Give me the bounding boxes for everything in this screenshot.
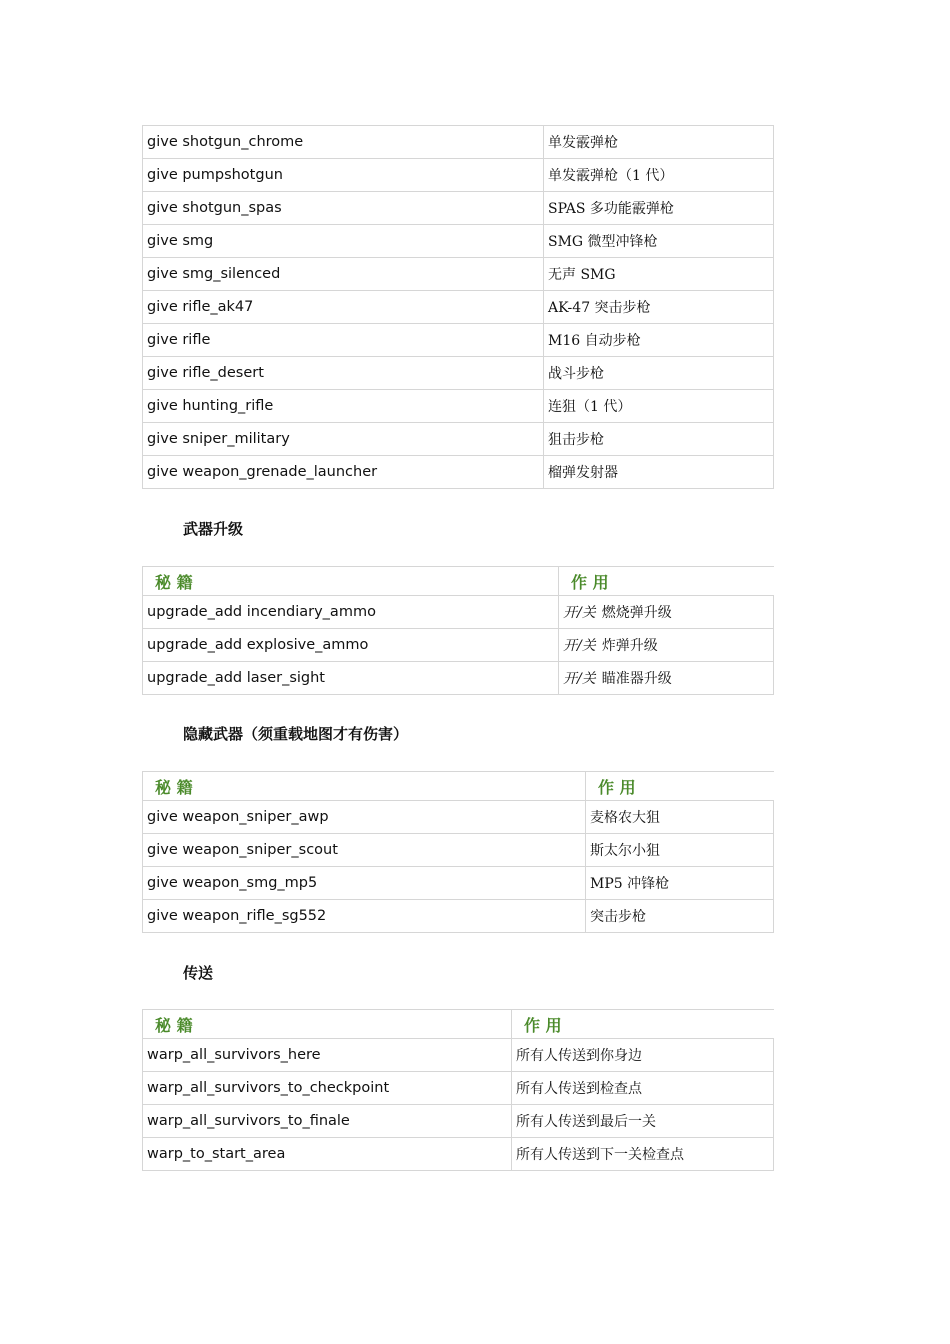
cheat-command: give smg <box>143 225 544 258</box>
effect-text: MP5 冲锋枪 <box>590 876 670 892</box>
effect-text: SPAS 多功能霰弹枪 <box>548 201 674 217</box>
table-row <box>143 662 774 695</box>
cheat-effect <box>512 1039 774 1072</box>
cheat-effect <box>586 801 774 834</box>
table-row <box>143 192 774 225</box>
effect-text: M16 自动步枪 <box>548 333 641 349</box>
hidden-header-row <box>143 772 774 801</box>
teleport-table <box>142 1009 774 1171</box>
table-row <box>143 291 774 324</box>
cheat-command: give shotgun_chrome <box>143 126 544 159</box>
cheat-effect <box>586 834 774 867</box>
effect-text: 榴弹发射器 <box>548 465 618 481</box>
toggle-label: 开/关 <box>563 671 596 687</box>
cheat-command: give weapon_smg_mp5 <box>143 867 586 900</box>
effect-text: 瞄准器升级 <box>601 671 672 687</box>
cheat-command: warp_all_survivors_to_checkpoint <box>143 1072 512 1105</box>
cheat-effect <box>544 291 774 324</box>
cheat-effect <box>544 357 774 390</box>
cheat-command: upgrade_add laser_sight <box>143 662 559 695</box>
table-row <box>143 900 774 933</box>
cheat-command: give rifle_desert <box>143 357 544 390</box>
hidden-weapons-table <box>142 771 774 933</box>
effect-text: 所有人传送到检查点 <box>516 1081 642 1097</box>
cheat-effect <box>544 159 774 192</box>
effect-text: 所有人传送到最后一关 <box>516 1114 656 1130</box>
upgrades-header-row <box>143 567 774 596</box>
table-row <box>143 1105 774 1138</box>
column-header-effect: 作 用 <box>559 567 774 596</box>
toggle-label: 开/关 <box>563 638 596 654</box>
cheat-command: give pumpshotgun <box>143 159 544 192</box>
toggle-label: 开/关 <box>563 605 596 621</box>
table-row <box>143 423 774 456</box>
column-header-effect: 作 用 <box>512 1010 774 1039</box>
column-header-effect: 作 用 <box>586 772 774 801</box>
cheat-effect <box>559 629 774 662</box>
cheat-command: give rifle <box>143 324 544 357</box>
table-row <box>143 801 774 834</box>
cheat-effect <box>544 324 774 357</box>
table-row <box>143 126 774 159</box>
table-row <box>143 390 774 423</box>
cheat-effect <box>559 662 774 695</box>
cheat-command: warp_all_survivors_to_finale <box>143 1105 512 1138</box>
effect-text: AK-47 突击步枪 <box>548 300 651 316</box>
effect-text: 无声 SMG <box>548 267 616 283</box>
cheat-command: give shotgun_spas <box>143 192 544 225</box>
table-row <box>143 1072 774 1105</box>
cheat-command: give weapon_rifle_sg552 <box>143 900 586 933</box>
cheat-effect <box>586 900 774 933</box>
effect-text: 连狙（1 代） <box>548 399 632 415</box>
teleport-heading: 传送 <box>183 964 214 982</box>
cheat-effect <box>586 867 774 900</box>
table-row <box>143 867 774 900</box>
column-header-cheat: 秘 籍 <box>143 772 586 801</box>
effect-text: 单发霰弹枪（1 代） <box>548 168 674 184</box>
cheat-command: warp_all_survivors_here <box>143 1039 512 1072</box>
cheat-command: warp_to_start_area <box>143 1138 512 1171</box>
cheat-command: give smg_silenced <box>143 258 544 291</box>
table-row <box>143 629 774 662</box>
weapons-table <box>142 125 774 489</box>
cheat-effect <box>544 225 774 258</box>
table-row <box>143 1138 774 1171</box>
table-row <box>143 225 774 258</box>
table-row <box>143 258 774 291</box>
effect-text: 所有人传送到下一关检查点 <box>516 1147 684 1163</box>
cheat-effect <box>544 258 774 291</box>
table-row <box>143 159 774 192</box>
cheat-command: give weapon_sniper_awp <box>143 801 586 834</box>
cheat-effect <box>544 192 774 225</box>
cheat-command: upgrade_add explosive_ammo <box>143 629 559 662</box>
effect-text: 所有人传送到你身边 <box>516 1048 642 1064</box>
cheat-effect <box>544 126 774 159</box>
effect-text: 炸弹升级 <box>601 638 658 654</box>
column-header-cheat: 秘 籍 <box>143 567 559 596</box>
cheat-effect <box>559 596 774 629</box>
effect-text: 燃烧弹升级 <box>601 605 672 621</box>
cheat-command: give hunting_rifle <box>143 390 544 423</box>
upgrades-table <box>142 566 774 695</box>
cheat-command: give weapon_sniper_scout <box>143 834 586 867</box>
effect-text: 麦格农大狙 <box>590 810 660 826</box>
table-row <box>143 324 774 357</box>
cheat-effect <box>512 1072 774 1105</box>
cheat-effect <box>544 423 774 456</box>
hidden-weapons-heading: 隐藏武器（须重载地图才有伤害） <box>183 725 409 743</box>
effect-text: 战斗步枪 <box>548 366 604 382</box>
cheat-command: upgrade_add incendiary_ammo <box>143 596 559 629</box>
effect-text: 突击步枪 <box>590 909 646 925</box>
table-row <box>143 357 774 390</box>
table-row <box>143 834 774 867</box>
table-row <box>143 456 774 489</box>
upgrades-heading: 武器升级 <box>183 520 244 538</box>
cheat-effect <box>544 390 774 423</box>
effect-text: 单发霰弹枪 <box>548 135 618 151</box>
effect-text: 斯太尔小狙 <box>590 843 660 859</box>
cheat-command: give weapon_grenade_launcher <box>143 456 544 489</box>
effect-text: 狙击步枪 <box>548 432 604 448</box>
effect-text: SMG 微型冲锋枪 <box>548 234 658 250</box>
column-header-cheat: 秘 籍 <box>143 1010 512 1039</box>
table-row <box>143 1039 774 1072</box>
table-row <box>143 596 774 629</box>
cheat-effect <box>544 456 774 489</box>
teleport-header-row <box>143 1010 774 1039</box>
cheat-command: give rifle_ak47 <box>143 291 544 324</box>
cheat-effect <box>512 1105 774 1138</box>
cheat-command: give sniper_military <box>143 423 544 456</box>
cheat-effect <box>512 1138 774 1171</box>
